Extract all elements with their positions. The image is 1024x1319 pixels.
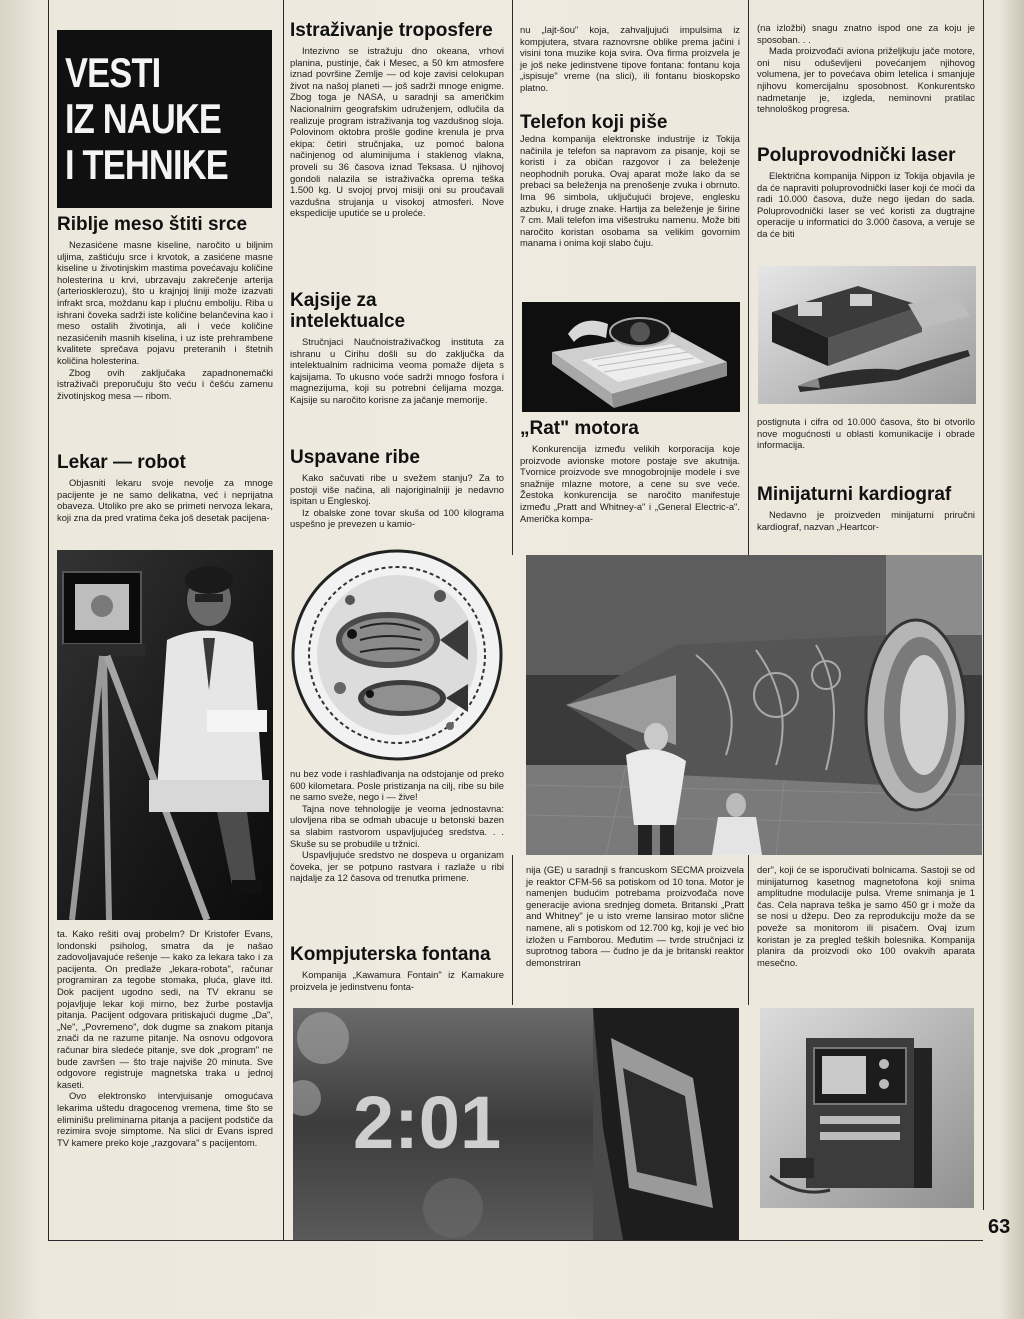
article-body: Stručnjaci Naučnoistraživačkog instituta za ishranu u Cirihu došli su do zaključka da intelektualnim radnicima veoma pomaže dijeta s kajsijama. To ukusno voće sadrži mnogo fosfora i magnezijuma, koji su potrebni ćelijama mozga. Kajsije su naročito korisne za jačanje memorije.	[290, 336, 504, 405]
article-body: der", koji će se isporučivati bolnicama. Sastoji se od minijaturnog kasetnog magnetofona koji snima amplitudne modulacije pulsa. Vreme snimanja je 1 čas. Cela naprava teška je samo 450 gr i može da se nosi u džepu. Deo za reprodukciju može da se poveže sa monitorom ili pisačem. Ovaj izum koristan je za pregled teških bolesnika. Kompanija planira da proizvodi oko 100 ovakvih aparata mesečno.	[757, 864, 975, 968]
article-troposfera	[290, 20, 504, 219]
article-laser-cont	[757, 416, 975, 451]
article-kardiograf-cont	[757, 864, 975, 968]
article-telefon	[520, 112, 740, 249]
column-rule	[283, 0, 284, 1240]
fountain-clock-digits: 2:01	[353, 1081, 502, 1164]
article-body: Tajna nove tehnologije je veoma jednostavna: ulovljena riba se odmah ubacuje u betonski bazen sa slabim rastvorom uspavljujućeg sredstva. . . Skuše su se probudile u tržnici.	[290, 802, 504, 849]
article-lekar-robot-cont	[57, 928, 273, 1148]
article-riblje-meso	[57, 214, 273, 401]
article-title: Kompjuterska fontana	[290, 944, 491, 965]
article-fontana-cont	[520, 24, 740, 94]
column-rule	[983, 0, 984, 1210]
article-body: Električna kompanija Nippon iz Tokija objavila je da će napraviti poluprovodnički laser koji će moći da radi 10.000 časova, duže nego ijedan do sada. Poluprovodnički laser se već koristi za dugtrajne operacije u informatici do 3.000 časova, a veruje se da će biti	[757, 170, 975, 239]
article-body: Konkurencija između velikih korporacija koje proizvode avionske motore postaje sve akutnija. Tvornice proizvode sve mnogobrojnije modele i sve snažnije mlazne motore, a cene su sve veće. Žestoka konkurencija se naročito manifestuje između „Pratt and Whitney-a" i „General Electric-a". Američka kompa-	[520, 443, 740, 524]
column-rule	[748, 855, 749, 1005]
article-motor-cont	[526, 864, 744, 968]
clock-fountain-photo	[293, 1008, 739, 1240]
article-body: Kako sačuvati ribe u svežem stanju? Za to postoji više načina, ali najoriginalniji je nedavno ispitan u Engleskoj.	[290, 472, 504, 507]
article-title: Riblje meso štiti srce	[57, 214, 248, 235]
article-body: Nedavno je proizveden minijaturni priručni kardiograf, nazvan „Heartcor-	[757, 509, 975, 532]
article-body: Kompanija „Kawamura Fontain" iz Kamakure proizvela je jedinstvenu fonta-	[290, 969, 504, 992]
article-body: nu „lajt-šou" koja, zahvaljujući impulsima iz kompjutera, stvara raznovrsne oblike prema jačini i visini tona muzike koja svira. Ova firma proizvela je je još neke jedinstvene tipove fontana: fontanu koja „ispisuje" vreme (na slici), ili fontanu bioskopsko platno.	[520, 24, 740, 93]
page-bottom-rule	[48, 1240, 983, 1241]
article-kardiograf	[757, 484, 975, 532]
doctor-robot-photo	[57, 550, 273, 920]
masthead-line: VESTI	[65, 49, 161, 96]
article-title: Minijaturni kardiograf	[757, 484, 952, 505]
article-title: Lekar — robot	[57, 452, 186, 473]
column-rule	[512, 0, 513, 555]
article-title: Kajsije za intelektualce	[290, 290, 406, 332]
article-body: ta. Kako rešiti ovaj probelm? Dr Kristofer Evans, londonski psiholog, smatra da je našao zadovoljavajuće rešenje — kako za lekara tako i za pacijenta. On predlaže „lekara-robota", računar programiran za tegobe stomaka, pluća, glave itd. Dok pacijent ugodno sedi, na TV ekranu se pojavljuje lekar koji mirno, bez žurbe postavlja pitanja. Pacijent odgovara pritiskajući dugme „Da", „Ne", „Povremeno", dok dugme sa znakom pitanja znači da ne razume pitanje. Na osnovu odgovora računar bira sledeće pitanje, sve dok „program" ne bude završen — što traje najviše 20 minuta. Sve odgovore registruje magnetska traka u jednoj kaseti.	[57, 928, 273, 1090]
article-title: „Rat" motora	[520, 418, 639, 439]
article-body: Objasniti lekaru svoje nevolje za mnoge pacijente je ne samo delikatna, već i neprijatna obaveza. Utoliko pre ako se primeti nervoza lekara, koji zna da pred vratima čeka još desetak pacijena-	[57, 477, 273, 523]
article-motor-cont-col4	[757, 22, 975, 115]
article-body: Iz obalske zone tovar skuša od 100 kilograma uspešno je prevezen u kamio-	[290, 506, 504, 530]
article-body: Nezasićene masne kiseline, naročito u biljnim uljima, zaštićuju srce i krvotok, a zasićene masne kiseline u životinjskim mastima povećavaju količine holesterina u krvi, ubrzavaju zakrečenje arterija (arteriosklerozu), što u krajnjoj liniji može izazvati infrakt srca, moždanu kap i plućnu emboliju. Riba u ishrani čoveka sadrži iste količine belančevina kao i meso ostalih životinja, ali i veće količine nezasićenih masnih kiselina, i uz iste prehrambene kvalitete sprečava pojavu preteranih i štetnih količina holesterina.	[57, 239, 273, 366]
article-kajsije	[290, 290, 504, 406]
article-body: Zbog ovih zaključaka zapadnonemački istraživači preporučuju što veću i češću zamenu životinjskog mesa — ribom.	[57, 366, 273, 401]
masthead-line: IZ NAUKE	[65, 95, 222, 142]
article-body: (na izložbi) snagu znatno ispod one za koju je sposoban. . .	[757, 22, 975, 45]
cardiograph-photo	[760, 1008, 974, 1208]
masthead-line: I TEHNIKE	[65, 141, 228, 188]
article-body: postignuta i cifra od 10.000 časova, što bi otvorilo nove mogućnosti u oblasti komunikacije i obrade informacija.	[757, 416, 975, 451]
article-body: nu bez vode i rashlađivanja na odstojanje od preko 600 kilometara. Posle pristizanja na cilj, ribe su bile ne samo sveže, nego i — žive!	[290, 768, 504, 803]
article-title: Poluprovodnički laser	[757, 145, 956, 166]
article-lekar-robot	[57, 452, 273, 523]
fish-plate-photo	[290, 548, 504, 762]
article-title: Uspavane ribe	[290, 447, 420, 468]
writing-telephone-photo	[522, 302, 740, 412]
article-kompjuterska-fontana	[290, 944, 504, 992]
article-body: Jedna kompanija elektronske industrije iz Tokija načinila je telefon sa napravom za pisanje, koji se koristi i za običan razgovor i za beleženje neophodnih poruka. Ovaj aparat može lako da se prebaci sa beleženja na prenošenje zvuka i obrnuto. Ima 96 simbola, uključujući brojeve, englesku azbuku, i druge znake. Hartija za beleženje je širine 7 cm. Mali telefon ima višestruku namenu. Može biti naročito koristan osobama sa velikim govornim manama i onima koji slabo čuju.	[520, 133, 740, 249]
semiconductor-laser-photo	[758, 266, 976, 404]
article-body: Intezivno se istražuju dno okeana, vrhovi planina, pustinje, čak i Mesec, a 50 km atmosfere iznad površine Zemlje — od koje zavisi celokupan život na našoj planeti — još sadrži mnoge enigme. Zbog toga je NASA, u saradnji sa američkim Nacionalnim geografskim udruženjem, odlučila da realizuje program istraživanja tog vazdušnog sloja. Polovinom oktobra prošle godine krenula je prva ekipa: četiri stručnjaka, uz pomoć balona načinjenog od aluminijuma i staklenog vlakna, proveli su 36 časova iznad Teksasa. U njihovoj gondoli nalazila se istraživačka oprema teška 1.500 kg. U svojoj prvoj misiji oni su proučavali vazdušna strujanja u visokoj atmosferi. Nove ekspedicije uputiće se u proleće.	[290, 45, 504, 219]
article-body: Uspavljujuće sredstvo ne dospeva u organizam čoveka, jer se potpuno rastvara i razlaže u ribi najdalje za 12 časova od trenutka primene.	[290, 849, 504, 884]
article-body: nija (GE) u saradnji s francuskom SECMA proizvela je reaktor CFM-56 sa potiskom od 10 tona. Motor je namenjen budućim potrebama proizvođača nove generacije aviona srednjeg dometa. Britanski „Pratt and Whitney" je u isto vreme lansirao motor slične namene, ali s potiskom od 12.700 kg, koji je već bio izložen u Farnborou. Međutim — tvrde stručnjaci iz suprotnog tabora — čudno je da je britanski reaktor demonstriran	[526, 864, 744, 968]
jet-engine-photo	[526, 555, 982, 855]
article-uspavane-ribe	[290, 447, 504, 530]
article-body: Ovo elektronsko intervjuisanje omogućava lekarima uštedu dragocenog vremena, time što se eliminišu preliminarna pitanja a pacijent podstiče da rezimira svoje simptome. Na slici dr Evans ispred TV kamere preko koje „razgovara" s pacijentom.	[57, 1090, 273, 1148]
section-masthead	[57, 30, 272, 208]
column-rule	[48, 0, 49, 1240]
article-body: Mada proizvođači aviona priželjkuju jače motore, oni nisu oduševljeni povećanjem njihovog volumena, jer to povećava obim letelica i smanjuje njihovu komercijalnu sposobnost. Konkurentsko nadmetanje je, izgleda, neminovni pratilac tehnološkog progresa.	[757, 45, 975, 115]
article-rat-motora	[520, 418, 740, 524]
article-title: Telefon koji piše	[520, 112, 668, 133]
article-laser	[757, 145, 975, 240]
column-rule	[512, 855, 513, 1005]
page-number: 63	[988, 1216, 1011, 1238]
article-title: Istraživanje troposfere	[290, 20, 493, 41]
article-uspavane-ribe-cont	[290, 768, 504, 884]
column-rule	[748, 0, 749, 555]
